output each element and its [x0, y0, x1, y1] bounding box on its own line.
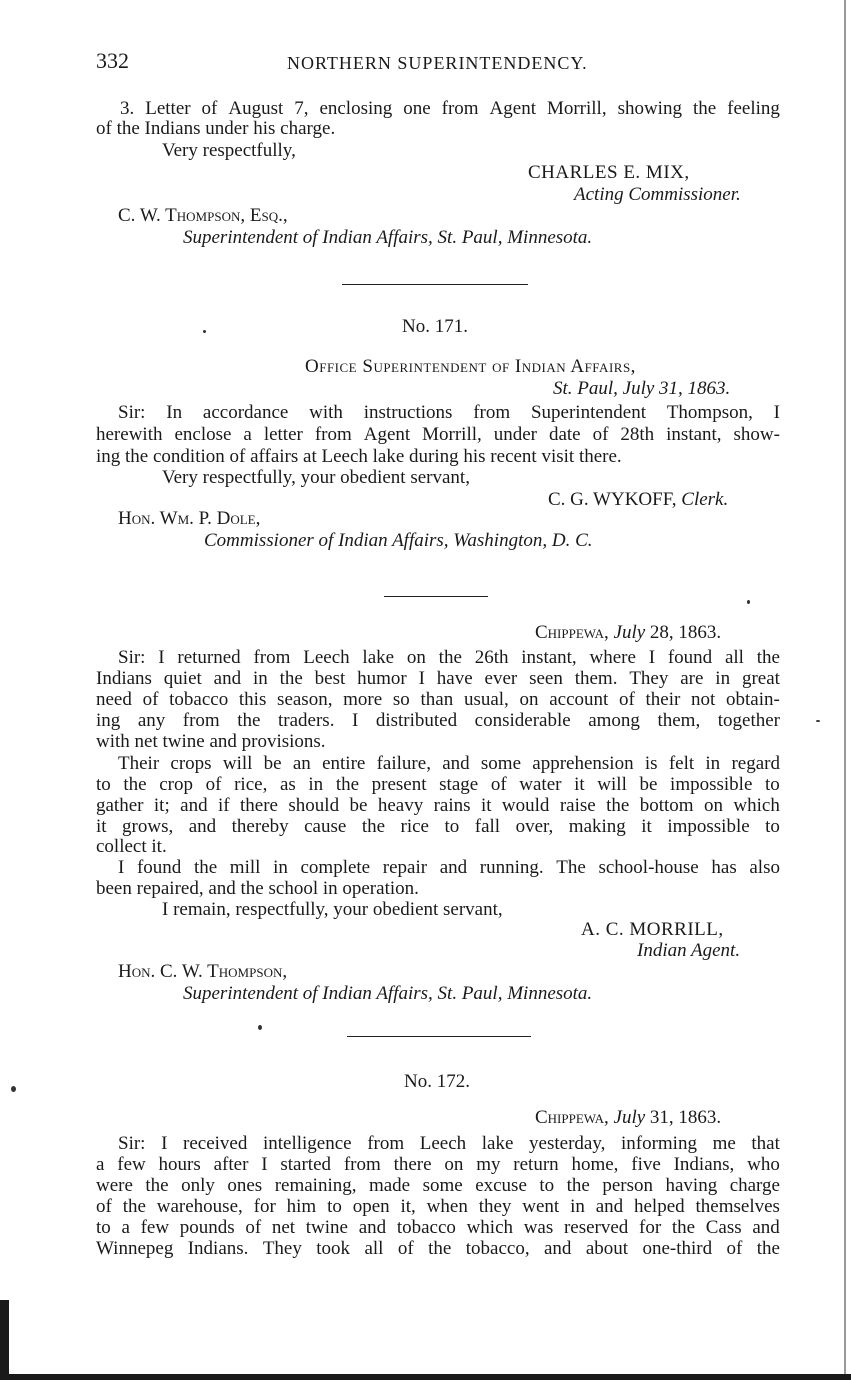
page-number: 332: [96, 48, 129, 73]
body-171-line-3: ing the condition of affairs at Leech lake during his recent visit there.: [96, 446, 622, 467]
enclosure-place: Chippewa,: [535, 622, 609, 643]
letter-number-171: No. 171.: [402, 316, 468, 337]
addressee-dole-title: Commissioner of Indian Affairs, Washington, D. C.: [204, 530, 593, 551]
enclosure-p3-line-2: been repaired, and the school in operation.: [96, 878, 419, 899]
ink-speck: [203, 330, 206, 333]
dateline-172: [535, 1107, 721, 1129]
ink-speck: [816, 720, 820, 722]
enclosure-p1-line-1: Sir: I returned from Leech lake on the 26th instant, where I found all the: [118, 647, 780, 668]
enclosure-month: July: [613, 622, 646, 643]
ink-speck: [747, 600, 750, 604]
enclosure-p1-line-2: Indians quiet and in the best humor I have ever seen them. They are in great: [96, 668, 780, 689]
signer-wykoff-name: C. G. WYKOFF,: [548, 489, 677, 510]
closing-morrill: I remain, respectfully, your obedient servant,: [162, 899, 503, 920]
signer-mix-title: Acting Commissioner.: [574, 184, 741, 205]
place-date-171: St. Paul, July 31, 1863.: [553, 378, 731, 399]
enclosure-p2-line-1: Their crops will be an entire failure, and some apprehension is felt in regard: [118, 753, 780, 774]
addressee-thompson-2-title: Superintendent of Indian Affairs, St. Paul, Minnesota.: [183, 983, 593, 1004]
signer-wykoff-title: Clerk.: [681, 489, 729, 510]
body-172-line-5: to a few pounds of net twine and tobacco which was reserved for the Cass and: [96, 1217, 780, 1238]
signer-morrill-title: Indian Agent.: [637, 940, 741, 961]
divider-2: [384, 596, 488, 597]
letter-number-172: No. 172.: [404, 1071, 470, 1092]
page-edge-right: [844, 0, 846, 1380]
body-172-line-4: of the warehouse, for him to open it, when they went in and helped themselves: [96, 1196, 780, 1217]
divider-3: [347, 1036, 531, 1037]
signer-mix: CHARLES E. MIX,: [528, 162, 690, 183]
body-172-line-1: Sir: I received intelligence from Leech lake yesterday, informing me that: [118, 1133, 780, 1154]
item-3-line-1: 3. Letter of August 7, enclosing one from Agent Morrill, showing the feeling: [120, 98, 780, 119]
body-171-line-2: herewith enclose a letter from Agent Morrill, under date of 28th instant, show-: [96, 424, 780, 445]
signer-wykoff: [548, 489, 728, 511]
enclosure-date: 28, 1863.: [649, 622, 722, 643]
body-172-line-2: a few hours after I started from there on my return home, five Indians, who: [96, 1154, 780, 1175]
enclosure-p2-line-2: to the crop of rice, as in the present stage of water it will be impossible to: [96, 774, 780, 795]
body-172-line-3: were the only ones remaining, made some excuse to the person having charge: [96, 1175, 780, 1196]
closing-171: Very respectfully, your obedient servant,: [162, 467, 470, 488]
closing-170: Very respectfully,: [162, 140, 296, 161]
place-172: Chippewa,: [535, 1107, 609, 1128]
enclosure-p1-line-3: need of tobacco this season, more so than usual, on account of their not obtain-: [96, 689, 780, 710]
enclosure-p2-line-4: it grows, and thereby cause the rice to fall over, making it impossible to: [96, 816, 780, 837]
enclosure-p1-line-5: with net twine and provisions.: [96, 731, 326, 752]
enclosure-p2-line-3: gather it; and if there should be heavy rains it would raise the bottom on which: [96, 795, 780, 816]
ink-speck: [11, 1086, 16, 1092]
page-edge-bottom: [0, 1374, 851, 1380]
body-172-line-6: Winnepeg Indians. They took all of the tobacco, and about one-third of the: [96, 1238, 780, 1259]
office-heading: Office Superintendent of Indian Affairs,: [305, 356, 636, 377]
signer-morrill: A. C. MORRILL,: [581, 919, 724, 940]
addressee-dole: Hon. Wm. P. Dole,: [118, 508, 261, 529]
ink-speck: [258, 1025, 262, 1030]
divider-1: [342, 284, 528, 285]
month-172: July: [613, 1107, 646, 1128]
addressee-thompson-title: Superintendent of Indian Affairs, St. Paul, Minnesota.: [183, 227, 593, 248]
date-172: 31, 1863.: [649, 1107, 722, 1128]
page-edge-left: [0, 1300, 9, 1380]
enclosure-p2-line-5: collect it.: [96, 836, 167, 857]
running-title: NORTHERN SUPERINTENDENCY.: [287, 53, 588, 73]
enclosure-p1-line-4: ing any from the traders. I distributed considerable among them, together: [96, 710, 780, 731]
addressee-thompson: C. W. Thompson, Esq.,: [118, 205, 288, 226]
addressee-thompson-2: Hon. C. W. Thompson,: [118, 961, 288, 982]
enclosure-p3-line-1: I found the mill in complete repair and running. The school-house has also: [118, 857, 780, 878]
body-171-line-1: Sir: In accordance with instructions from Superintendent Thompson, I: [118, 402, 780, 423]
enclosure-dateline: [535, 622, 721, 644]
item-3-line-2: of the Indians under his charge.: [96, 118, 336, 139]
